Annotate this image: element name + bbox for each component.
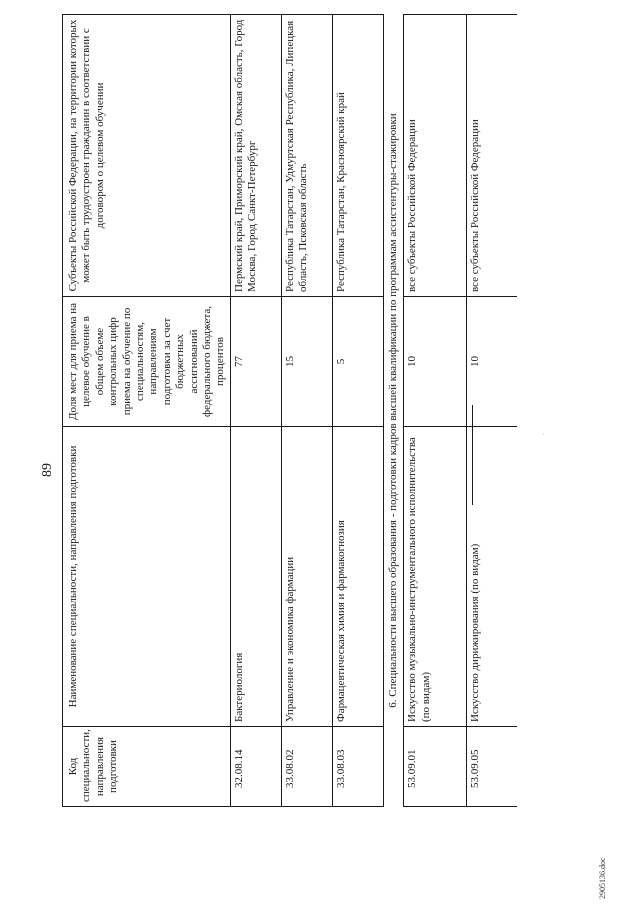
cell-regions: все субъекты Российской Федерации [404, 15, 467, 297]
section-title: 6. Специальности высшего образования - подготовки кадров высшей квалификации по программам ассистентуры-стажировки [383, 15, 403, 807]
header-regions: Субъекты Российской Федерации, на территории которых может быть трудоустроен гражданин в соответствии с договором о целевом обучении [63, 15, 231, 297]
cell-regions: Республика Татарстан, Красноярский край [332, 15, 383, 297]
cell-share: 10 [467, 297, 518, 427]
cell-share: 77 [230, 297, 281, 427]
cell-code: 53.09.05 [467, 727, 518, 807]
cell-name: Управление и экономика фармации [281, 427, 332, 727]
closing-rule [472, 405, 473, 505]
document-file-id: 2905136.doc [598, 857, 607, 899]
cell-share: 15 [281, 297, 332, 427]
table-row [281, 15, 332, 807]
target-admission-table [62, 14, 517, 807]
header-code: Код специальности, направления подготовки [63, 727, 231, 807]
table-row [467, 15, 518, 807]
section-heading-row [383, 15, 403, 807]
table-row [230, 15, 281, 807]
cell-name: Искусство музыкально-инструментального исполнительства (по видам) [404, 427, 467, 727]
cell-regions: все субъекты Российской Федерации [467, 15, 518, 297]
cell-code: 33.08.03 [332, 727, 383, 807]
cell-regions: Пермский край, Приморский край, Омская область, Город Москва, Город Санкт-Петербург [230, 15, 281, 297]
header-name: Наименование специальности, направления подготовки [63, 427, 231, 727]
cell-name: Бактериология [230, 427, 281, 727]
cell-regions: Республика Татарстан, Удмуртская Республика, Липецкая область, Псковская область [281, 15, 332, 297]
cell-name: Искусство дирижирования (по видам) [467, 427, 518, 727]
cell-name: Фармацевтическая химия и фармакогнозия [332, 427, 383, 727]
cell-share: 5 [332, 297, 383, 427]
table-row [332, 15, 383, 807]
table-header-row [63, 15, 231, 807]
cell-share: 10 [404, 297, 467, 427]
cell-code: 33.08.02 [281, 727, 332, 807]
page-number: 89 [40, 463, 55, 477]
cell-code: 32.08.14 [230, 727, 281, 807]
scan-speck: · [540, 432, 548, 435]
cell-code: 53.09.01 [404, 727, 467, 807]
table-row [404, 15, 467, 807]
header-share: Доля мест для приема на целевое обучение в общем объеме контрольных цифр приема на обучение по специальностям, направлениям подготовки за счет бюджетных ассигнований федерального бюджета, процентов [63, 297, 231, 427]
